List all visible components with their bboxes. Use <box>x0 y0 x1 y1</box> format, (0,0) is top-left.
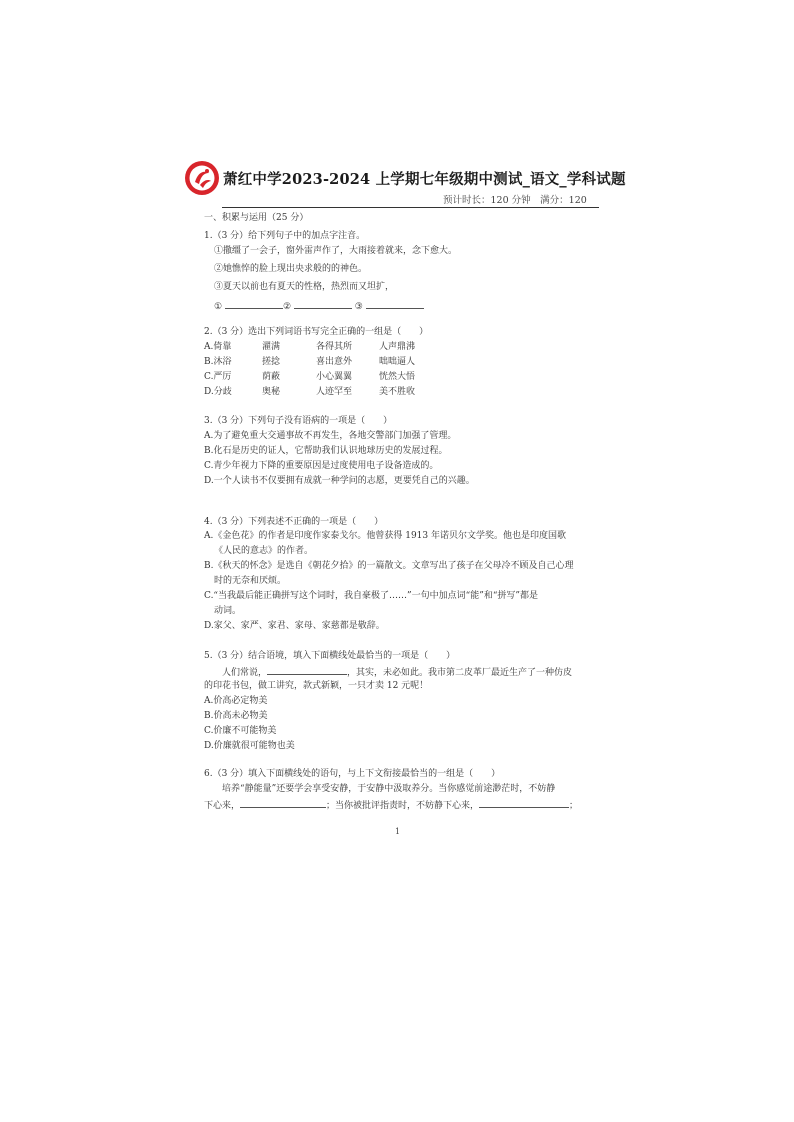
exam-meta <box>443 192 587 206</box>
option-word: B.沐浴 <box>204 357 232 367</box>
school-logo-icon <box>184 160 220 196</box>
score-label: 满分：120 <box>540 195 587 206</box>
question-1-line: ①撒缰了一会子，窗外雷声作了，大雨接着就来，念下愈大。 <box>214 246 458 256</box>
page-number: 1 <box>395 827 401 836</box>
question-4-line: B.《秋天的怀念》是选自《朝花夕拾》的一篇散文。文章写出了孩子在父母冷不顾及自己心理 <box>204 561 574 571</box>
question-5-stem: 5.（3 分）结合语境，填入下面横线处最恰当的一项是（ ） <box>204 651 456 661</box>
answer-blank[interactable] <box>240 798 326 808</box>
time-label: 预计时长：120 分钟 <box>443 195 531 206</box>
option-word: 荫蔽 <box>262 372 281 382</box>
question-1-stem: 1.（3 分）给下列句子中的加点字注音。 <box>204 231 366 241</box>
option-word: 人声鼎沸 <box>379 342 416 352</box>
question-3-option: A.为了避免重大交通事故不再发生，各地交警部门加强了管理。 <box>204 431 457 441</box>
option-row <box>204 371 415 383</box>
question-3-option: B.化石是历史的证人，它帮助我们认识地球历史的发展过程。 <box>204 446 448 456</box>
option-word: 美不胜收 <box>379 387 416 397</box>
question-1-line: ③夏天以前也有夏天的性格，热烈而又坦扩， <box>214 282 395 292</box>
answer-label: ③ <box>354 302 363 312</box>
option-word: 小心翼翼 <box>316 372 353 382</box>
question-4-line: 时的无奈和厌烦。 <box>214 576 287 586</box>
question-5-option: D.价廉就很可能物也美 <box>204 741 295 751</box>
option-word: 搓捻 <box>262 357 281 367</box>
answer-label: ① <box>214 302 223 312</box>
answer-label: ② <box>282 302 292 312</box>
passage-text: ，其实，未必如此。我市第二皮革厂最近生产了一种仿皮 <box>347 668 573 678</box>
question-1-line: ②她憔悴的脸上现出央求般的的神色。 <box>214 264 368 274</box>
question-5-option: C.价廉不可能物美 <box>204 726 277 736</box>
question-3-stem: 3.（3 分）下列句子没有语病的一项是（ ） <box>204 416 393 426</box>
answer-blank[interactable] <box>225 299 283 309</box>
question-4-line: 动词。 <box>214 606 242 616</box>
exam-title: 萧红中学2023-2024 上学期七年级期中测试_语文_学科试题 <box>223 171 626 188</box>
option-word: 喜出意外 <box>316 357 353 367</box>
question-4-line: 《人民的意志》的作者。 <box>214 546 314 556</box>
option-word: A.倚靠 <box>204 342 232 352</box>
question-4-line: D.家父、家严、家君、家母、家慈都是敬辞。 <box>204 621 385 631</box>
option-row <box>204 356 415 368</box>
question-3-option: C.青少年视力下降的重要原因是过度使用电子设备造成的。 <box>204 461 439 471</box>
question-6-passage: 培养“静能量”还要学会享受安静，于安静中汲取养分。当你感觉前途渺茫时，不妨静 <box>222 784 556 794</box>
option-row <box>204 341 415 353</box>
option-word: 濯满 <box>262 342 281 352</box>
question-6-passage <box>204 798 578 812</box>
question-5-passage <box>222 665 572 679</box>
question-4-stem: 4.（3 分）下列表述不正确的一项是（ ） <box>204 517 384 527</box>
option-word: 各得其所 <box>316 342 353 352</box>
option-row <box>204 386 415 398</box>
question-3-option: D.一个人读书不仅要拥有成就一种学问的志愿，更要凭自己的兴趣。 <box>204 476 475 486</box>
header-divider <box>222 207 599 208</box>
answer-blank[interactable] <box>479 798 569 808</box>
answer-blank[interactable] <box>294 299 352 309</box>
question-4-line: C.“当我最后能正确拼写这个词时，我自豪极了……”一句中加点词“能”和“拼写”都是 <box>204 591 539 601</box>
passage-text: ； <box>569 801 579 811</box>
question-5-option: A.价高必定物美 <box>204 696 268 706</box>
option-word: 恍然大悟 <box>379 372 416 382</box>
option-word: C.严厉 <box>204 372 232 382</box>
question-2-stem: 2.（3 分）选出下列词语书写完全正确的一组是（ ） <box>204 327 429 337</box>
question-1-answer-row <box>214 299 424 313</box>
passage-text: 人们常说， <box>222 668 268 678</box>
option-word: 咄咄逼人 <box>379 357 416 367</box>
answer-blank[interactable] <box>267 665 347 675</box>
question-4-line: A.《金色花》的作者是印度作家泰戈尔。他曾获得 1913 年诺贝尔文学奖。他也是印度国歌 <box>204 531 566 541</box>
option-word: D.分歧 <box>204 387 232 397</box>
question-5-option: B.价高未必物美 <box>204 711 268 721</box>
section-heading: 一、积累与运用（25 分） <box>204 213 309 223</box>
question-5-passage: 的印花书包，做工讲究，款式新颖，一只才卖 12 元呢！ <box>204 681 429 691</box>
passage-text: ；当你被批评指责时，不妨静下心来， <box>326 801 480 811</box>
answer-blank[interactable] <box>366 299 424 309</box>
option-word: 人迹罕至 <box>316 387 353 397</box>
option-word: 奥秘 <box>262 387 281 397</box>
question-6-stem: 6.（3 分）填入下面横线处的语句，与上下文衔接最恰当的一组是（ ） <box>204 769 501 779</box>
passage-text: 下心来， <box>204 801 241 811</box>
